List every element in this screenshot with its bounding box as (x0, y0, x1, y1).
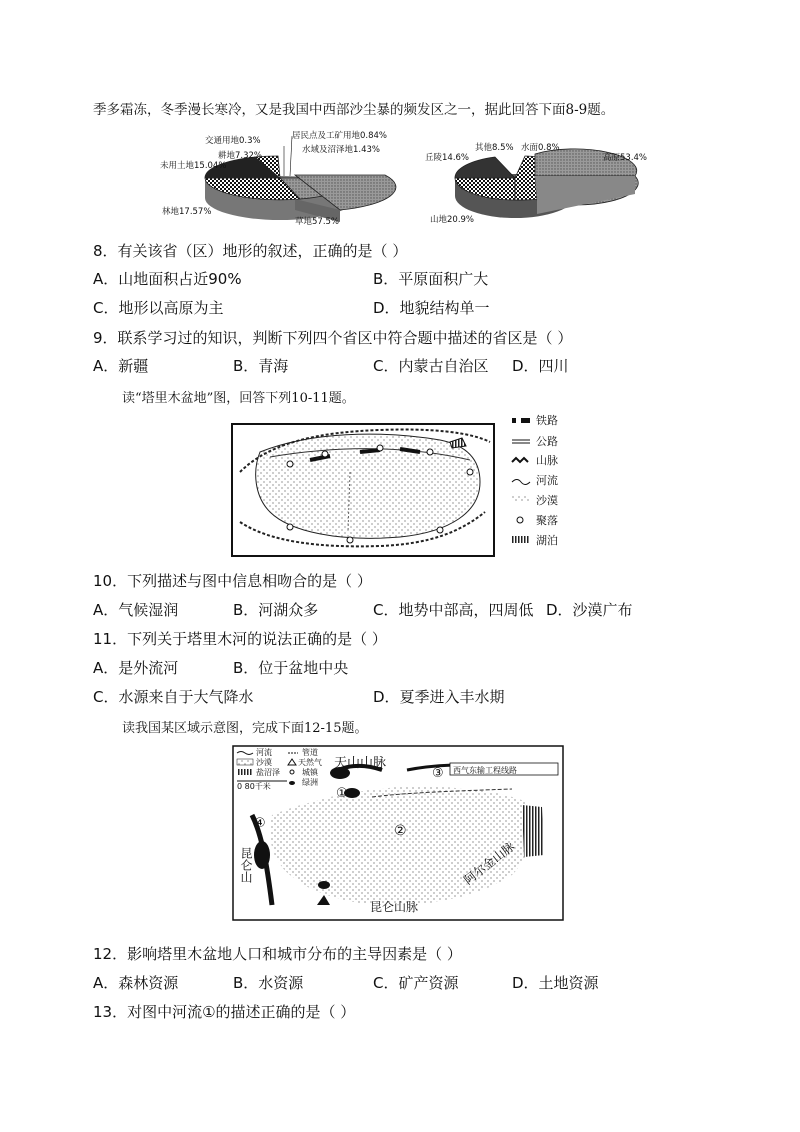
q12-option-d: D．土地资源 (512, 974, 599, 992)
label-hill: 丘陵14.6% (425, 153, 470, 163)
q9-option-a: A．新疆 (93, 357, 149, 375)
label-forest: 林地17.57% (162, 207, 212, 217)
q11-option-c: C．水源来自于大气降水 (93, 688, 254, 706)
map2-legend-pipe: 管道 (302, 748, 318, 757)
label-water: 水域及沼泽地1.43% (302, 145, 381, 155)
map2-legend-town: 城镇 (302, 768, 318, 777)
project-label: 西气东输工程线路 (453, 766, 517, 775)
legend1-mountain: 山脉 (536, 454, 558, 467)
map2-legend-river: 河流 (256, 748, 272, 757)
q13-stem: 13．对图中河流①的描述正确的是（ ） (93, 1003, 356, 1021)
q9-stem: 9．联系学习过的知识，判断下列四个省区中符合题中描述的省区是（ ） (93, 329, 573, 347)
map2-legend-gas: 天然气 (298, 758, 322, 767)
q12-option-b: B．水资源 (233, 974, 304, 992)
label-mountain: 山地20.9% (430, 215, 475, 225)
q10-option-c: C．地势中部高，四周低 (373, 601, 534, 619)
label-unused: 未用土地15.04% (160, 161, 227, 171)
q9-option-c: C．内蒙古自治区 (373, 357, 489, 375)
intro-text: 季多霜冻，冬季漫长寒冷，又是我国中西部沙尘暴的频发区之一，据此回答下面8-9题。 (93, 102, 615, 118)
pie-left-body (205, 156, 396, 222)
terrain-pie-chart (425, 138, 675, 230)
tianshan-label: 天山山脉 (334, 756, 387, 771)
q12-option-c: C．矿产资源 (373, 974, 459, 992)
label-settlement: 居民点及工矿用地0.84% (292, 131, 388, 141)
label-waterface: 水面0.8% (521, 143, 560, 153)
q9-option-d: D．四川 (512, 357, 569, 375)
kunlun-vertical-label: 昆仑山 (239, 847, 253, 883)
tarim-basin-map (230, 412, 575, 560)
map2-legend-oasis: 绿洲 (302, 778, 318, 787)
label-grass: 草地57.5% (295, 217, 340, 227)
legend1-settlement: 聚落 (536, 514, 558, 527)
label-plateau: 高原53.4% (603, 153, 648, 163)
marker-2: ② (394, 823, 407, 839)
marker-4: ④ (254, 816, 266, 831)
region-map (232, 745, 564, 921)
q11-stem: 11．下列关于塔里木河的说法正确的是（ ） (93, 630, 387, 648)
q10-option-a: A．气候湿润 (93, 601, 179, 619)
map2-legend-desert: 沙漠 (256, 758, 272, 767)
marker-1: ① (336, 786, 348, 801)
q8-option-c: C．地形以高原为主 (93, 299, 224, 317)
legend1-road: 公路 (536, 435, 558, 448)
marker-3: ③ (432, 766, 444, 781)
label-arable: 耕地7.32% (218, 151, 263, 161)
legend1-river: 河流 (536, 474, 558, 487)
land-use-pie-chart (160, 128, 400, 228)
map2-legend-scale: 0 80千米 (237, 782, 271, 791)
q12-stem: 12．影响塔里木盆地人口和城市分布的主导因素是（ ） (93, 945, 462, 963)
q9-option-b: B．青海 (233, 357, 289, 375)
q10-option-d: D．沙漠广布 (546, 601, 633, 619)
kunlun-label: 昆仑山脉 (370, 900, 419, 914)
q8-stem: 8．有关该省（区）地形的叙述，正确的是（ ） (93, 242, 408, 260)
legend1-lake: 湖泊 (536, 534, 558, 547)
altun-label: 阿尔金山脉 (461, 839, 518, 888)
q11-option-b: B．位于盆地中央 (233, 659, 349, 677)
legend1-desert: 沙漠 (536, 494, 558, 507)
label-transport: 交通用地0.3% (205, 136, 261, 146)
q10-option-b: B．河湖众多 (233, 601, 319, 619)
intro2-text: 读“塔里木盆地”图，回答下列10-11题。 (122, 391, 355, 406)
intro3-text: 读我国某区域示意图，完成下面12-15题。 (122, 721, 368, 736)
q11-option-d: D．夏季进入丰水期 (373, 688, 505, 706)
q12-option-a: A．森林资源 (93, 974, 179, 992)
q8-option-a: A．山地面积占近90% (93, 270, 242, 288)
q11-option-a: A．是外流河 (93, 659, 179, 677)
q8-option-b: B．平原面积广大 (373, 270, 489, 288)
q8-option-d: D．地貌结构单一 (373, 299, 490, 317)
q10-stem: 10．下列描述与图中信息相吻合的是（ ） (93, 572, 372, 590)
label-other: 其他8.5% (475, 143, 514, 153)
legend1-railway: 铁路 (536, 414, 558, 427)
map2-legend-salt: 盐沼泽 (256, 768, 280, 777)
